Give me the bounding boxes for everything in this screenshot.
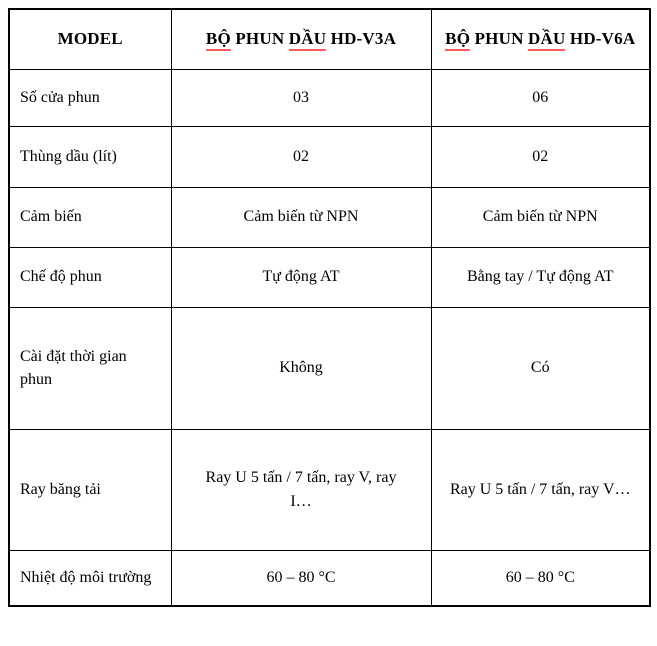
spec-value-cell-v6a: 06 — [431, 69, 650, 126]
spec-label-cell: Thùng dầu (lít) — [9, 126, 171, 187]
model-header-label: MODEL — [57, 29, 123, 49]
spec-value-cell-v3a: Ray U 5 tấn / 7 tấn, ray V, ray I… — [171, 429, 431, 550]
table-header-row — [9, 9, 650, 69]
spec-value-cell-v6a: Bằng tay / Tự động AT — [431, 247, 650, 307]
table-row-cam-bien — [9, 187, 650, 247]
table-row-cai-dat-thoi-gian — [9, 307, 650, 429]
spec-label-cell: Số cửa phun — [9, 69, 171, 126]
spec-value-cell-v6a: Ray U 5 tấn / 7 tấn, ray V… — [431, 429, 650, 550]
header-cell-hd-v6a — [431, 9, 650, 69]
spec-value-cell-v3a: Tự động AT — [171, 247, 431, 307]
header-v3a-part-phun: PHUN — [230, 29, 289, 49]
table-row-thung-dau — [9, 126, 650, 187]
header-v6a-part-model: HD-V6A — [565, 29, 636, 49]
table-row-ray-bang-tai — [9, 429, 650, 550]
spec-value-cell-v3a: 60 – 80 °C — [171, 550, 431, 606]
header-cell-model — [9, 9, 171, 69]
spec-label-cell: Cài đặt thời gian phun — [9, 307, 171, 429]
table-row-nhiet-do — [9, 550, 650, 606]
table-row-che-do-phun — [9, 247, 650, 307]
spec-value-cell-v3a: 02 — [171, 126, 431, 187]
header-v6a-part-phun: PHUN — [470, 29, 529, 49]
spec-value-cell-v6a: 60 – 80 °C — [431, 550, 650, 606]
spec-value-cell-v3a: Cảm biến từ NPN — [171, 187, 431, 247]
table-row-so-cua-phun — [9, 69, 650, 126]
spec-value-cell-v3a: 03 — [171, 69, 431, 126]
spec-comparison-table — [8, 8, 651, 607]
spec-label-cell: Nhiệt độ môi trường — [9, 550, 171, 606]
spec-value-cell-v3a: Không — [171, 307, 431, 429]
spec-label-cell: Chế độ phun — [9, 247, 171, 307]
spec-label-cell: Cảm biến — [9, 187, 171, 247]
header-v3a-part-model: HD-V3A — [326, 29, 397, 49]
header-v6a-part-bo: BỘ — [445, 29, 470, 51]
header-v3a-part-dau: DẦU — [289, 29, 326, 51]
spec-value-cell-v6a: 02 — [431, 126, 650, 187]
header-cell-hd-v3a — [171, 9, 431, 69]
spec-value-cell-v6a: Có — [431, 307, 650, 429]
spec-value-cell-v6a: Cảm biến từ NPN — [431, 187, 650, 247]
header-v6a-part-dau: DẦU — [528, 29, 565, 51]
spec-label-cell: Ray băng tải — [9, 429, 171, 550]
header-v3a-part-bo: BỘ — [206, 29, 231, 51]
